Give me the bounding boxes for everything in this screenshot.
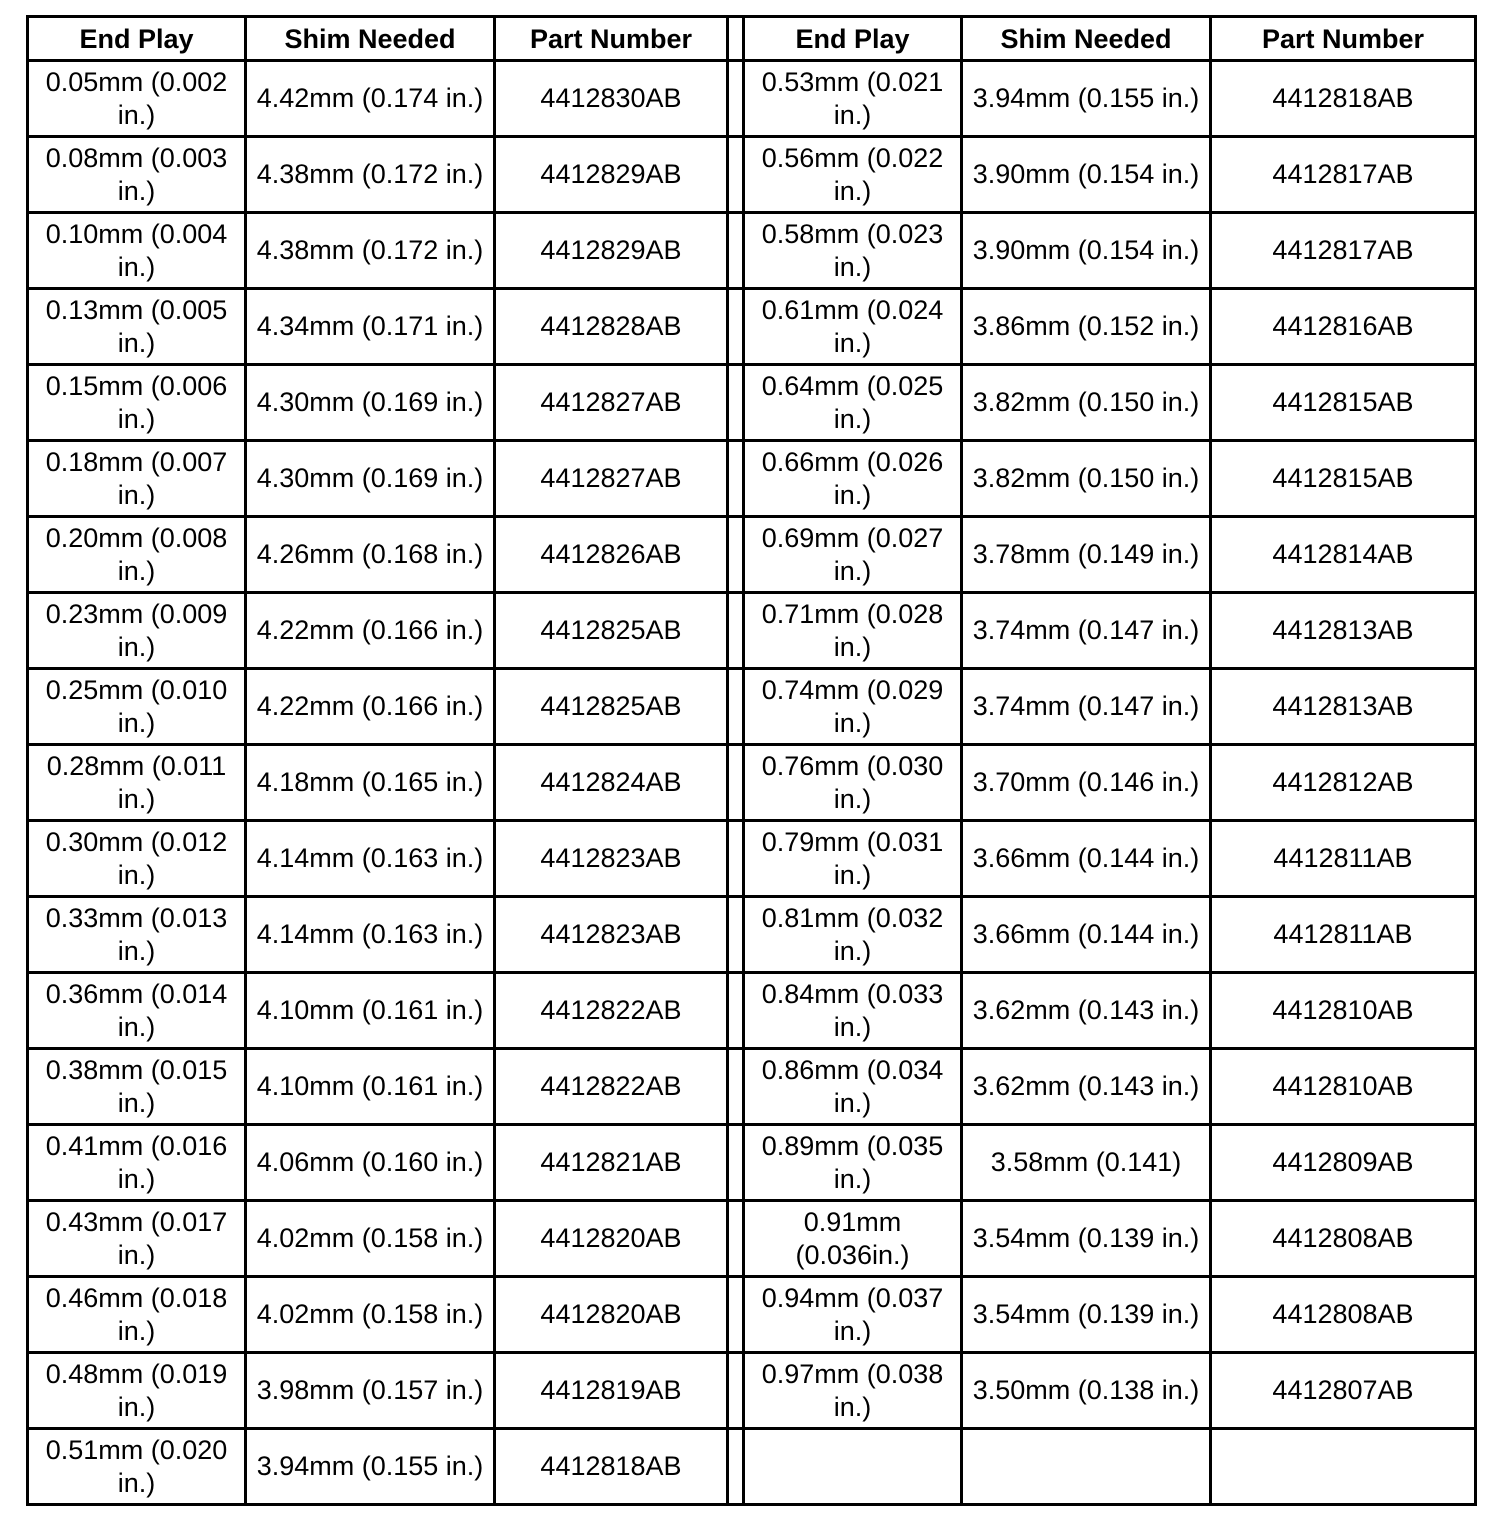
shim-needed-cell: 3.66mm (0.144 in.) xyxy=(962,821,1211,897)
part-number-cell: 4412822AB xyxy=(495,1049,728,1125)
shim-needed-cell: 3.54mm (0.139 in.) xyxy=(962,1277,1211,1353)
shim-needed-cell: 3.90mm (0.154 in.) xyxy=(962,213,1211,289)
part-number-cell: 4412820AB xyxy=(495,1277,728,1353)
part-number-cell: 4412825AB xyxy=(495,669,728,745)
part-number-cell: 4412811AB xyxy=(1211,821,1476,897)
part-number-cell: 4412826AB xyxy=(495,517,728,593)
shim-needed-cell: 3.94mm (0.155 in.) xyxy=(246,1429,495,1505)
column-divider xyxy=(728,669,744,745)
part-number-cell: 4412825AB xyxy=(495,593,728,669)
shim-needed-cell: 3.82mm (0.150 in.) xyxy=(962,365,1211,441)
end-play-cell: 0.25mm (0.010 in.) xyxy=(28,669,246,745)
table-row xyxy=(28,441,1476,517)
shim-needed-cell: 3.58mm (0.141) xyxy=(962,1125,1211,1201)
table-row xyxy=(28,1429,1476,1505)
column-divider xyxy=(728,17,744,61)
end-play-cell: 0.86mm (0.034 in.) xyxy=(744,1049,962,1125)
part-number-cell: 4412812AB xyxy=(1211,745,1476,821)
part-number-cell: 4412816AB xyxy=(1211,289,1476,365)
shim-needed-cell: 4.10mm (0.161 in.) xyxy=(246,1049,495,1125)
part-number-cell: 4412810AB xyxy=(1211,973,1476,1049)
end-play-cell: 0.61mm (0.024 in.) xyxy=(744,289,962,365)
end-play-cell: 0.58mm (0.023 in.) xyxy=(744,213,962,289)
column-divider xyxy=(728,897,744,973)
part-number-cell: 4412819AB xyxy=(495,1353,728,1429)
shim-needed-cell: 4.14mm (0.163 in.) xyxy=(246,821,495,897)
end-play-cell: 0.76mm (0.030 in.) xyxy=(744,745,962,821)
part-number-cell: 4412827AB xyxy=(495,441,728,517)
shim-needed-cell: 4.30mm (0.169 in.) xyxy=(246,365,495,441)
shim-needed-cell: 3.86mm (0.152 in.) xyxy=(962,289,1211,365)
part-number-cell: 4412823AB xyxy=(495,821,728,897)
header-part-number-left: Part Number xyxy=(495,17,728,61)
end-play-cell: 0.89mm (0.035 in.) xyxy=(744,1125,962,1201)
part-number-cell: 4412817AB xyxy=(1211,137,1476,213)
column-divider xyxy=(728,593,744,669)
column-divider xyxy=(728,1201,744,1277)
end-play-cell: 0.13mm (0.005 in.) xyxy=(28,289,246,365)
shim-needed-cell: 4.34mm (0.171 in.) xyxy=(246,289,495,365)
part-number-cell: 4412828AB xyxy=(495,289,728,365)
shim-needed-cell: 3.74mm (0.147 in.) xyxy=(962,669,1211,745)
shim-selection-table xyxy=(26,15,1477,1506)
table-row xyxy=(28,1125,1476,1201)
end-play-cell: 0.08mm (0.003 in.) xyxy=(28,137,246,213)
end-play-cell: 0.46mm (0.018 in.) xyxy=(28,1277,246,1353)
shim-needed-cell: 4.38mm (0.172 in.) xyxy=(246,137,495,213)
part-number-cell: 4412811AB xyxy=(1211,897,1476,973)
part-number-cell xyxy=(1211,1429,1476,1505)
shim-needed-cell: 3.78mm (0.149 in.) xyxy=(962,517,1211,593)
table-row xyxy=(28,669,1476,745)
column-divider xyxy=(728,213,744,289)
shim-needed-cell: 3.62mm (0.143 in.) xyxy=(962,1049,1211,1125)
end-play-cell: 0.43mm (0.017 in.) xyxy=(28,1201,246,1277)
shim-needed-cell: 4.30mm (0.169 in.) xyxy=(246,441,495,517)
part-number-cell: 4412822AB xyxy=(495,973,728,1049)
part-number-cell: 4412818AB xyxy=(495,1429,728,1505)
part-number-cell: 4412820AB xyxy=(495,1201,728,1277)
table-row xyxy=(28,1277,1476,1353)
end-play-cell: 0.84mm (0.033 in.) xyxy=(744,973,962,1049)
shim-needed-cell: 3.62mm (0.143 in.) xyxy=(962,973,1211,1049)
end-play-cell: 0.48mm (0.019 in.) xyxy=(28,1353,246,1429)
part-number-cell: 4412813AB xyxy=(1211,593,1476,669)
shim-needed-cell: 4.18mm (0.165 in.) xyxy=(246,745,495,821)
part-number-cell: 4412808AB xyxy=(1211,1277,1476,1353)
part-number-cell: 4412829AB xyxy=(495,137,728,213)
shim-needed-cell: 3.98mm (0.157 in.) xyxy=(246,1353,495,1429)
end-play-cell: 0.36mm (0.014 in.) xyxy=(28,973,246,1049)
shim-needed-cell: 3.66mm (0.144 in.) xyxy=(962,897,1211,973)
table-body xyxy=(28,61,1476,1505)
end-play-cell: 0.10mm (0.004 in.) xyxy=(28,213,246,289)
header-row xyxy=(28,17,1476,61)
shim-needed-cell: 4.22mm (0.166 in.) xyxy=(246,593,495,669)
end-play-cell: 0.15mm (0.006 in.) xyxy=(28,365,246,441)
column-divider xyxy=(728,1277,744,1353)
part-number-cell: 4412824AB xyxy=(495,745,728,821)
shim-needed-cell: 4.14mm (0.163 in.) xyxy=(246,897,495,973)
column-divider xyxy=(728,517,744,593)
end-play-cell: 0.81mm (0.032 in.) xyxy=(744,897,962,973)
column-divider xyxy=(728,1353,744,1429)
part-number-cell: 4412815AB xyxy=(1211,365,1476,441)
end-play-cell: 0.97mm (0.038 in.) xyxy=(744,1353,962,1429)
shim-needed-cell: 4.42mm (0.174 in.) xyxy=(246,61,495,137)
table-row xyxy=(28,897,1476,973)
header-part-number-right: Part Number xyxy=(1211,17,1476,61)
column-divider xyxy=(728,365,744,441)
part-number-cell: 4412829AB xyxy=(495,213,728,289)
column-divider xyxy=(728,137,744,213)
end-play-cell: 0.53mm (0.021 in.) xyxy=(744,61,962,137)
part-number-cell: 4412807AB xyxy=(1211,1353,1476,1429)
shim-needed-cell: 3.74mm (0.147 in.) xyxy=(962,593,1211,669)
end-play-cell: 0.18mm (0.007 in.) xyxy=(28,441,246,517)
end-play-cell: 0.56mm (0.022 in.) xyxy=(744,137,962,213)
part-number-cell: 4412814AB xyxy=(1211,517,1476,593)
shim-needed-cell: 3.90mm (0.154 in.) xyxy=(962,137,1211,213)
table-row xyxy=(28,61,1476,137)
column-divider xyxy=(728,1125,744,1201)
part-number-cell: 4412830AB xyxy=(495,61,728,137)
table-row xyxy=(28,745,1476,821)
table-row xyxy=(28,1049,1476,1125)
part-number-cell: 4412808AB xyxy=(1211,1201,1476,1277)
part-number-cell: 4412809AB xyxy=(1211,1125,1476,1201)
end-play-cell: 0.30mm (0.012 in.) xyxy=(28,821,246,897)
shim-needed-cell: 3.70mm (0.146 in.) xyxy=(962,745,1211,821)
table-row xyxy=(28,213,1476,289)
column-divider xyxy=(728,973,744,1049)
table-row xyxy=(28,593,1476,669)
shim-needed-cell: 3.94mm (0.155 in.) xyxy=(962,61,1211,137)
end-play-cell: 0.91mm (0.036in.) xyxy=(744,1201,962,1277)
end-play-cell: 0.69mm (0.027 in.) xyxy=(744,517,962,593)
column-divider xyxy=(728,61,744,137)
part-number-cell: 4412815AB xyxy=(1211,441,1476,517)
table-row xyxy=(28,1201,1476,1277)
end-play-cell: 0.20mm (0.008 in.) xyxy=(28,517,246,593)
part-number-cell: 4412818AB xyxy=(1211,61,1476,137)
shim-needed-cell: 3.50mm (0.138 in.) xyxy=(962,1353,1211,1429)
shim-needed-cell: 4.22mm (0.166 in.) xyxy=(246,669,495,745)
part-number-cell: 4412817AB xyxy=(1211,213,1476,289)
end-play-cell: 0.23mm (0.009 in.) xyxy=(28,593,246,669)
header-end-play-left: End Play xyxy=(28,17,246,61)
shim-needed-cell: 4.26mm (0.168 in.) xyxy=(246,517,495,593)
table-row xyxy=(28,289,1476,365)
end-play-cell xyxy=(744,1429,962,1505)
column-divider xyxy=(728,1049,744,1125)
shim-needed-cell: 4.38mm (0.172 in.) xyxy=(246,213,495,289)
end-play-cell: 0.94mm (0.037 in.) xyxy=(744,1277,962,1353)
column-divider xyxy=(728,745,744,821)
end-play-cell: 0.74mm (0.029 in.) xyxy=(744,669,962,745)
column-divider xyxy=(728,821,744,897)
shim-needed-cell: 4.02mm (0.158 in.) xyxy=(246,1201,495,1277)
shim-needed-cell: 3.82mm (0.150 in.) xyxy=(962,441,1211,517)
shim-needed-cell xyxy=(962,1429,1211,1505)
table-row xyxy=(28,365,1476,441)
shim-needed-cell: 4.06mm (0.160 in.) xyxy=(246,1125,495,1201)
header-end-play-right: End Play xyxy=(744,17,962,61)
shim-needed-cell: 3.54mm (0.139 in.) xyxy=(962,1201,1211,1277)
header-shim-needed-left: Shim Needed xyxy=(246,17,495,61)
part-number-cell: 4412810AB xyxy=(1211,1049,1476,1125)
table-row xyxy=(28,517,1476,593)
shim-needed-cell: 4.10mm (0.161 in.) xyxy=(246,973,495,1049)
end-play-cell: 0.05mm (0.002 in.) xyxy=(28,61,246,137)
part-number-cell: 4412821AB xyxy=(495,1125,728,1201)
end-play-cell: 0.66mm (0.026 in.) xyxy=(744,441,962,517)
end-play-cell: 0.41mm (0.016 in.) xyxy=(28,1125,246,1201)
end-play-cell: 0.38mm (0.015 in.) xyxy=(28,1049,246,1125)
part-number-cell: 4412823AB xyxy=(495,897,728,973)
table-row xyxy=(28,137,1476,213)
table-row xyxy=(28,973,1476,1049)
column-divider xyxy=(728,1429,744,1505)
table-row xyxy=(28,821,1476,897)
end-play-cell: 0.28mm (0.011 in.) xyxy=(28,745,246,821)
end-play-cell: 0.71mm (0.028 in.) xyxy=(744,593,962,669)
part-number-cell: 4412827AB xyxy=(495,365,728,441)
header-shim-needed-right: Shim Needed xyxy=(962,17,1211,61)
end-play-cell: 0.79mm (0.031 in.) xyxy=(744,821,962,897)
end-play-cell: 0.51mm (0.020 in.) xyxy=(28,1429,246,1505)
part-number-cell: 4412813AB xyxy=(1211,669,1476,745)
shim-needed-cell: 4.02mm (0.158 in.) xyxy=(246,1277,495,1353)
column-divider xyxy=(728,441,744,517)
end-play-cell: 0.33mm (0.013 in.) xyxy=(28,897,246,973)
table-row xyxy=(28,1353,1476,1429)
end-play-cell: 0.64mm (0.025 in.) xyxy=(744,365,962,441)
column-divider xyxy=(728,289,744,365)
